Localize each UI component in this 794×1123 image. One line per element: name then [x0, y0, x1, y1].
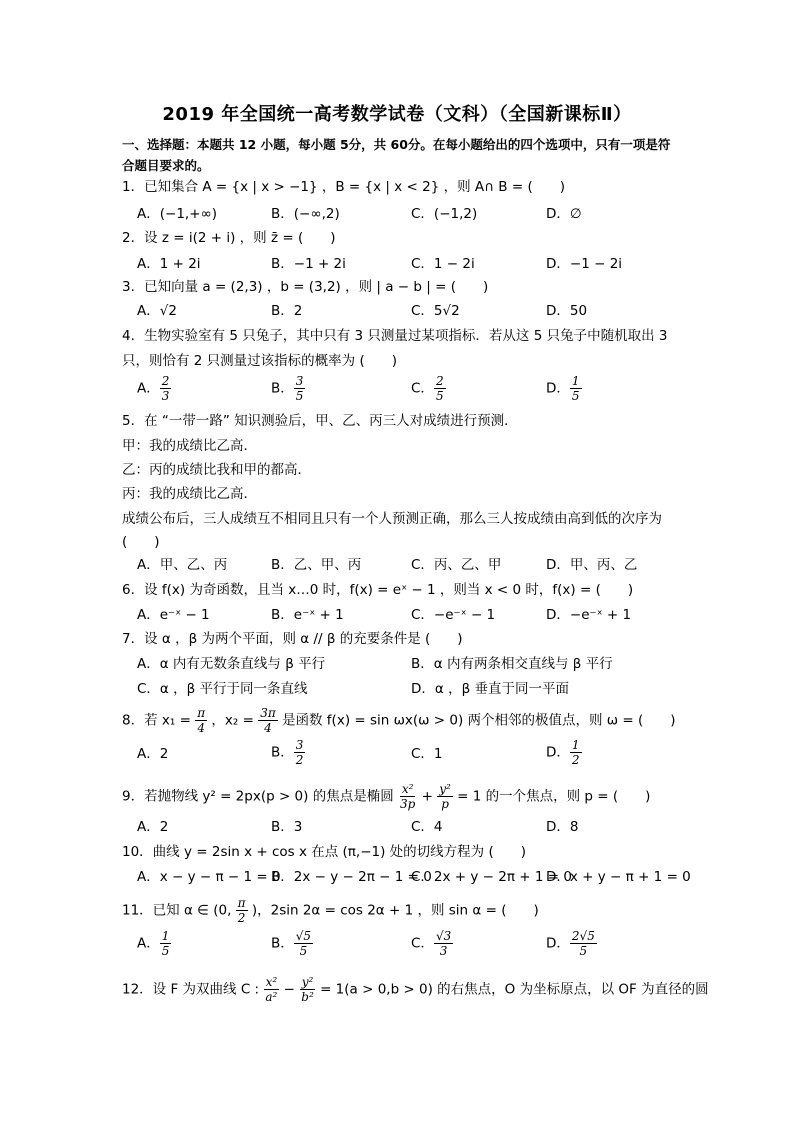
- question-8-stem: 8．若 x₁ = $\frac{\pi}{4}$ ，x₂ = $\frac{3\pi}{4}$ 是函数 f(x) = sin ωx(ω > 0) 两个相邻的极值点，则 ω = ( ): [122, 706, 676, 735]
- question-5-option-d: D．甲、丙、乙: [546, 557, 638, 573]
- question-3-option-d: D．50: [546, 303, 588, 319]
- question-11-option-b: B． $\frac{√5}{5}$: [271, 929, 312, 958]
- question-3-stem: 3．已知向量 a = (2,3) ，b = (3,2) ，则 | a − b | = ( ): [122, 279, 489, 295]
- question-5-option-b: B．乙、甲、丙: [271, 557, 362, 573]
- question-11-stem: 11．已知 α ∈ (0, $\frac{\pi}{2}$ )，2sin 2α = cos 2α + 1 ，则 sin α = ( ): [122, 896, 539, 925]
- question-1-option-a: A．(−1,+∞): [137, 206, 218, 222]
- question-2-stem: 2．设 z = i(2 + i) ，则 z̄ = ( ): [122, 230, 336, 246]
- question-10-option-a: A．x − y − π − 1 = 0: [137, 869, 281, 885]
- question-4-option-c: C． $\frac{2}{5}$: [411, 374, 444, 403]
- question-1-option-d: D．∅: [546, 206, 582, 222]
- question-5-option-a: A．甲、乙、丙: [137, 557, 228, 573]
- section-instructions: 一、选择题：本题共 12 小题，每小题 5分，共 60分。在每小题给出的四个选项中，只有一项是符合题目要求的。: [122, 137, 671, 173]
- question-5-option-c: C．丙、乙、甲: [411, 557, 502, 573]
- question-9-option-b: B．3: [271, 819, 303, 835]
- question-1-stem: 1．已知集合 A = {x | x > −1} ，B = {x | x < 2} ，则 A∩ B = ( ): [122, 179, 565, 195]
- question-6-option-b: B．e⁻ˣ + 1: [271, 607, 344, 623]
- question-3-option-b: B．2: [271, 303, 303, 319]
- question-2-option-d: D．−1 − 2i: [546, 256, 623, 272]
- question-5-line-4: 丙：我的成绩比乙高．: [122, 486, 257, 502]
- question-9-option-d: D．8: [546, 819, 579, 835]
- question-10-option-d: D．x + y − π + 1 = 0: [546, 869, 691, 885]
- question-4-line-1: 4．生物实验室有 5 只兔子，其中只有 3 只测量过某项指标．若从这 5 只兔子中随机取出 3: [122, 328, 668, 344]
- question-7-option-c: C．α ，β 平行于同一条直线: [137, 681, 308, 697]
- question-4-line-2: 只，则恰有 2 只测量过该指标的概率为 ( ): [122, 353, 397, 369]
- question-10-option-b: B．2x − y − 2π − 1 = 0: [271, 869, 432, 885]
- question-6-stem: 6．设 f(x) 为奇函数，且当 x…0 时，f(x) = eˣ − 1 ，则当 x < 0 时，f(x) = ( ): [122, 582, 634, 598]
- question-7-option-b: B．α 内有两条相交直线与 β 平行: [411, 656, 613, 672]
- question-11-option-c: C． $\frac{√3}{3}$: [411, 929, 452, 958]
- question-6-option-c: C．−e⁻ˣ − 1: [411, 607, 496, 623]
- question-12-stem: 12．设 F 为双曲线 C : $\frac{\text{x²}}{\text{a²}}$ − $\frac{\text{y²}}{\text{b²}}$ = 1(a > 0,b > 0) 的右焦点，O 为坐标原点，以 OF 为直径的圆: [122, 975, 709, 1004]
- question-5-line-6: ( ): [122, 534, 160, 550]
- question-3-option-c: C．5√2: [411, 303, 460, 319]
- question-2-option-a: A．1 + 2i: [137, 256, 201, 272]
- question-8-option-c: C．1: [411, 746, 443, 762]
- question-6-option-a: A．e⁻ˣ − 1: [137, 607, 210, 623]
- question-8-option-b: B． $\frac{3}{2}$: [271, 738, 304, 767]
- question-4-option-d: D． $\frac{1}{5}$: [546, 374, 580, 403]
- question-5-line-5: 成绩公布后，三人成绩互不相同且只有一个人预测正确，那么三人按成绩由高到低的次序为: [122, 511, 662, 527]
- question-10-option-c: C．2x + y − 2π + 1 = 0: [411, 869, 572, 885]
- question-2-option-c: C．1 − 2i: [411, 256, 475, 272]
- exam-title: 2019 年全国统一高考数学试卷（文科）（全国新课标Ⅱ）: [162, 104, 632, 125]
- question-10-stem: 10．曲线 y = 2sin x + cos x 在点 (π,−1) 处的切线方程为 ( ): [122, 844, 527, 860]
- question-3-option-a: A．√2: [137, 303, 177, 319]
- question-1-option-b: B．(−∞,2): [271, 206, 340, 222]
- question-8-option-a: A．2: [137, 746, 169, 762]
- question-4-option-a: A． $\frac{2}{3}$: [137, 374, 170, 403]
- question-5-line-1: 5．在 “一带一路” 知识测验后，甲、乙、丙三人对成绩进行预测．: [122, 413, 518, 429]
- question-6-option-d: D．−e⁻ˣ + 1: [546, 607, 632, 623]
- question-2-option-b: B．−1 + 2i: [271, 256, 346, 272]
- question-11-option-a: A． $\frac{1}{5}$: [137, 929, 170, 958]
- question-7-stem: 7．设 α ，β 为两个平面，则 α // β 的充要条件是 ( ): [122, 631, 463, 647]
- question-4-option-b: B． $\frac{3}{5}$: [271, 374, 304, 403]
- question-5-line-2: 甲：我的成绩比乙高．: [122, 438, 257, 454]
- question-9-option-a: A．2: [137, 819, 169, 835]
- question-8-option-d: D． $\frac{1}{2}$: [546, 738, 580, 767]
- question-7-option-d: D．α ，β 垂直于同一平面: [411, 681, 569, 697]
- question-9-stem: 9．若抛物线 y² = 2px(p > 0) 的焦点是椭圆 $\frac{\text{x²}}{3p}$ + $\frac{\text{y²}}{p}$ = 1 的一个焦点，则 p = ( ): [122, 782, 651, 811]
- question-1-option-c: C．(−1,2): [411, 206, 478, 222]
- question-11-option-d: D． $\frac{2√5}{5}$: [546, 929, 595, 958]
- question-7-option-a: A．α 内有无数条直线与 β 平行: [137, 656, 326, 672]
- question-9-option-c: C．4: [411, 819, 443, 835]
- question-5-line-3: 乙：丙的成绩比我和甲的都高．: [122, 462, 311, 478]
